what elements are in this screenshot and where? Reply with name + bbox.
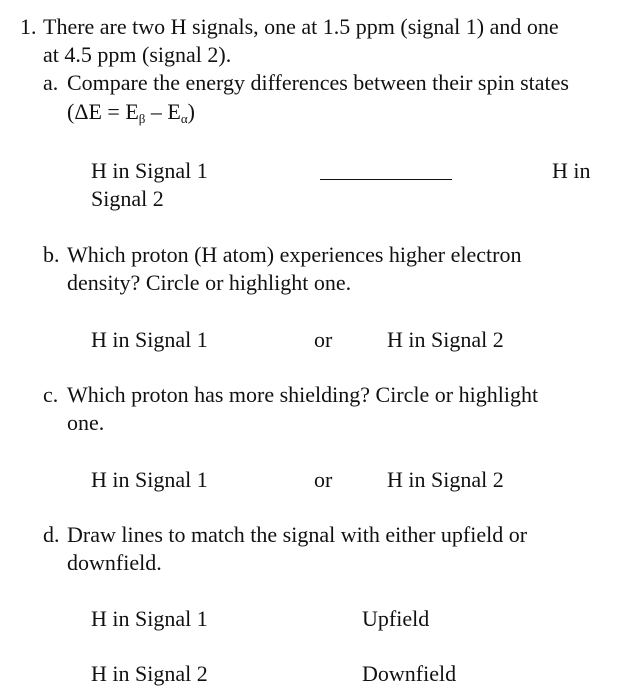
question-intro-line1: There are two H signals, one at 1.5 ppm (signal 1) and one xyxy=(43,14,559,39)
part-d-right-upfield[interactable]: Upfield xyxy=(362,606,430,631)
part-d-right-downfield[interactable]: Downfield xyxy=(362,661,457,686)
part-c-letter: c. xyxy=(43,382,59,407)
question-number: 1. xyxy=(20,14,37,39)
part-a-left-line1: H in Signal 1 xyxy=(91,158,208,183)
part-b-prompt-line1: Which proton (H atom) experiences higher electron xyxy=(67,242,522,267)
part-d-prompt-line2: downfield. xyxy=(67,550,162,575)
energy-formula xyxy=(67,98,195,126)
part-b-option-signal2[interactable]: H in Signal 2 xyxy=(387,327,504,352)
part-a-letter: a. xyxy=(43,70,59,95)
formula-suffix: ) xyxy=(187,99,195,124)
part-d-prompt-line1: Draw lines to match the signal with either upfield or xyxy=(67,522,528,547)
part-c-option-signal1[interactable]: H in Signal 1 xyxy=(91,467,208,492)
part-a-right-text: H in xyxy=(552,158,591,183)
part-d-left-signal1[interactable]: H in Signal 1 xyxy=(91,606,208,631)
part-d-letter: d. xyxy=(43,522,60,547)
part-c-prompt-line2: one. xyxy=(67,410,105,435)
part-c-prompt-line1: Which proton has more shielding? Circle or highlight xyxy=(67,382,539,407)
formula-prefix: (ΔE = E xyxy=(67,99,139,124)
part-d-left-signal2[interactable]: H in Signal 2 xyxy=(91,661,208,686)
formula-mid: – E xyxy=(145,99,181,124)
part-b-prompt-line2: density? Circle or highlight one. xyxy=(67,270,352,295)
part-a-left-line2: Signal 2 xyxy=(91,186,164,211)
part-b-option-signal1[interactable]: H in Signal 1 xyxy=(91,327,208,352)
part-c-option-signal2[interactable]: H in Signal 2 xyxy=(387,467,504,492)
part-c-or: or xyxy=(314,467,333,492)
question-intro-line2: at 4.5 ppm (signal 2). xyxy=(43,42,232,67)
part-a-prompt: Compare the energy differences between their spin states xyxy=(67,70,569,95)
part-b-letter: b. xyxy=(43,242,60,267)
part-b-or: or xyxy=(314,327,333,352)
alpha-subscript: α xyxy=(180,111,188,126)
beta-subscript: β xyxy=(138,111,146,126)
comparison-answer-blank[interactable] xyxy=(320,179,452,180)
